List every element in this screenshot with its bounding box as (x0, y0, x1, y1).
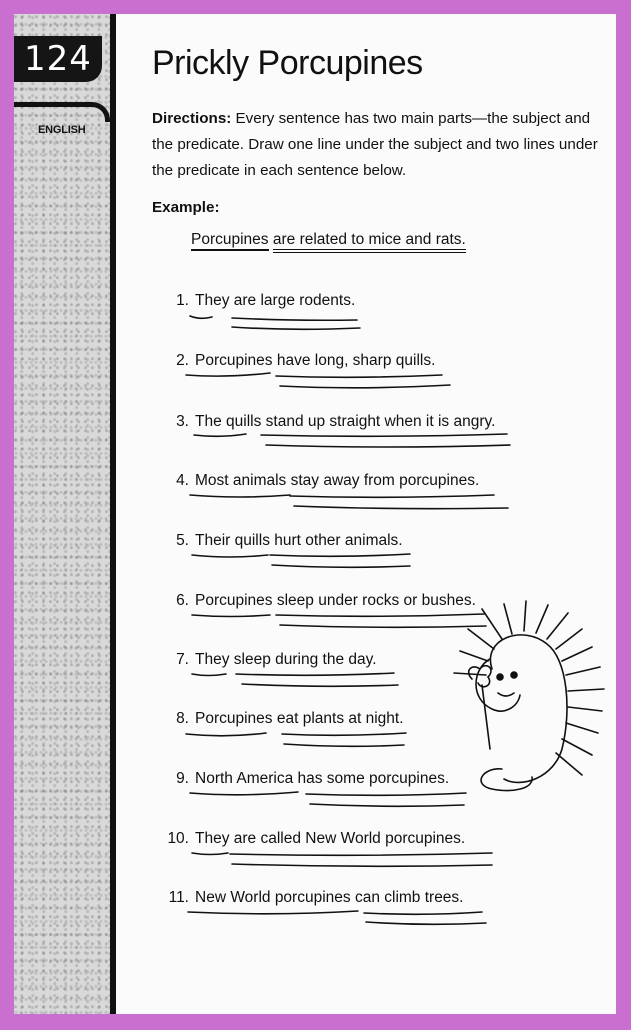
item-text: Their quills hurt other animals. (195, 532, 403, 549)
flower-icon (469, 666, 491, 687)
item-number: 3. (176, 413, 189, 430)
predicate-underline (276, 375, 442, 377)
worksheet-page (14, 14, 616, 1014)
predicate-underline (236, 673, 394, 675)
handwritten-underlines (14, 14, 616, 1014)
predicate-underline (284, 744, 404, 746)
predicate-underline (261, 434, 507, 436)
item-number: 2. (176, 352, 189, 369)
predicate-underline (270, 554, 410, 556)
predicate-underline (290, 495, 494, 497)
predicate-underline (280, 385, 450, 388)
subject-underline (190, 316, 212, 318)
page-number: 124 (24, 39, 92, 79)
subject-underline (192, 615, 270, 617)
predicate-underline (366, 922, 486, 924)
item-number: 11. (168, 889, 189, 906)
predicate-underline (282, 733, 406, 735)
example-label: Example: (152, 199, 220, 216)
item-number: 1. (176, 292, 189, 309)
item-number: 9. (176, 770, 189, 787)
example-subject: Porcupines (191, 231, 269, 251)
item-number: 7. (176, 651, 189, 668)
subject-underline (188, 911, 358, 914)
predicate-underline (232, 318, 357, 320)
predicate-underline (230, 853, 492, 855)
porcupine-eye (511, 672, 517, 678)
subject-underline (192, 674, 226, 676)
example-predicate: are related to mice and rats. (273, 231, 466, 253)
subject-underline (190, 495, 290, 497)
item-number: 4. (176, 472, 189, 489)
porcupine-eye (497, 674, 503, 680)
predicate-underline (272, 565, 410, 567)
item-number: 10. (167, 830, 189, 847)
flower-stem (482, 685, 490, 749)
subject-underline (192, 555, 268, 557)
section-label: ENGLISH (38, 124, 86, 136)
predicate-underline (266, 445, 510, 447)
item-text: Porcupines have long, sharp quills. (195, 352, 436, 369)
directions-label: Directions: (152, 110, 232, 127)
directions-text: Every sentence has two main parts—the subject and the predicate. Draw one line under the subject and two lines under the predicate in each sentence below. (152, 110, 598, 179)
subject-underline (190, 792, 298, 795)
predicate-underline (364, 912, 482, 914)
subject-underline (192, 853, 228, 855)
porcupine-smile (498, 693, 514, 696)
item-text: New World porcupines can climb trees. (195, 889, 464, 906)
item-text: Most animals stay away from porcupines. (195, 472, 480, 489)
predicate-underline (294, 506, 508, 509)
item-text: Porcupines sleep under rocks or bushes. (195, 592, 476, 609)
item-text: They sleep during the day. (195, 651, 377, 668)
subject-underline (194, 434, 246, 436)
porcupine-illustration (442, 599, 612, 799)
porcupine-body (490, 635, 567, 783)
predicate-underline (242, 684, 398, 686)
subject-underline (186, 733, 266, 736)
item-text: They are large rodents. (195, 292, 356, 309)
item-number: 5. (176, 532, 189, 549)
subject-underline (186, 373, 270, 376)
item-text: The quills stand up straight when it is angry. (195, 413, 496, 430)
predicate-underline (232, 864, 492, 866)
item-text: Porcupines eat plants at night. (195, 710, 404, 727)
item-text: They are called New World porcupines. (195, 830, 466, 847)
worksheet-title: Prickly Porcupines (152, 44, 423, 82)
predicate-underline (232, 327, 360, 329)
item-number: 8. (176, 710, 189, 727)
item-text: North America has some porcupines. (195, 770, 450, 787)
predicate-underline (310, 804, 464, 806)
item-number: 6. (176, 592, 189, 609)
